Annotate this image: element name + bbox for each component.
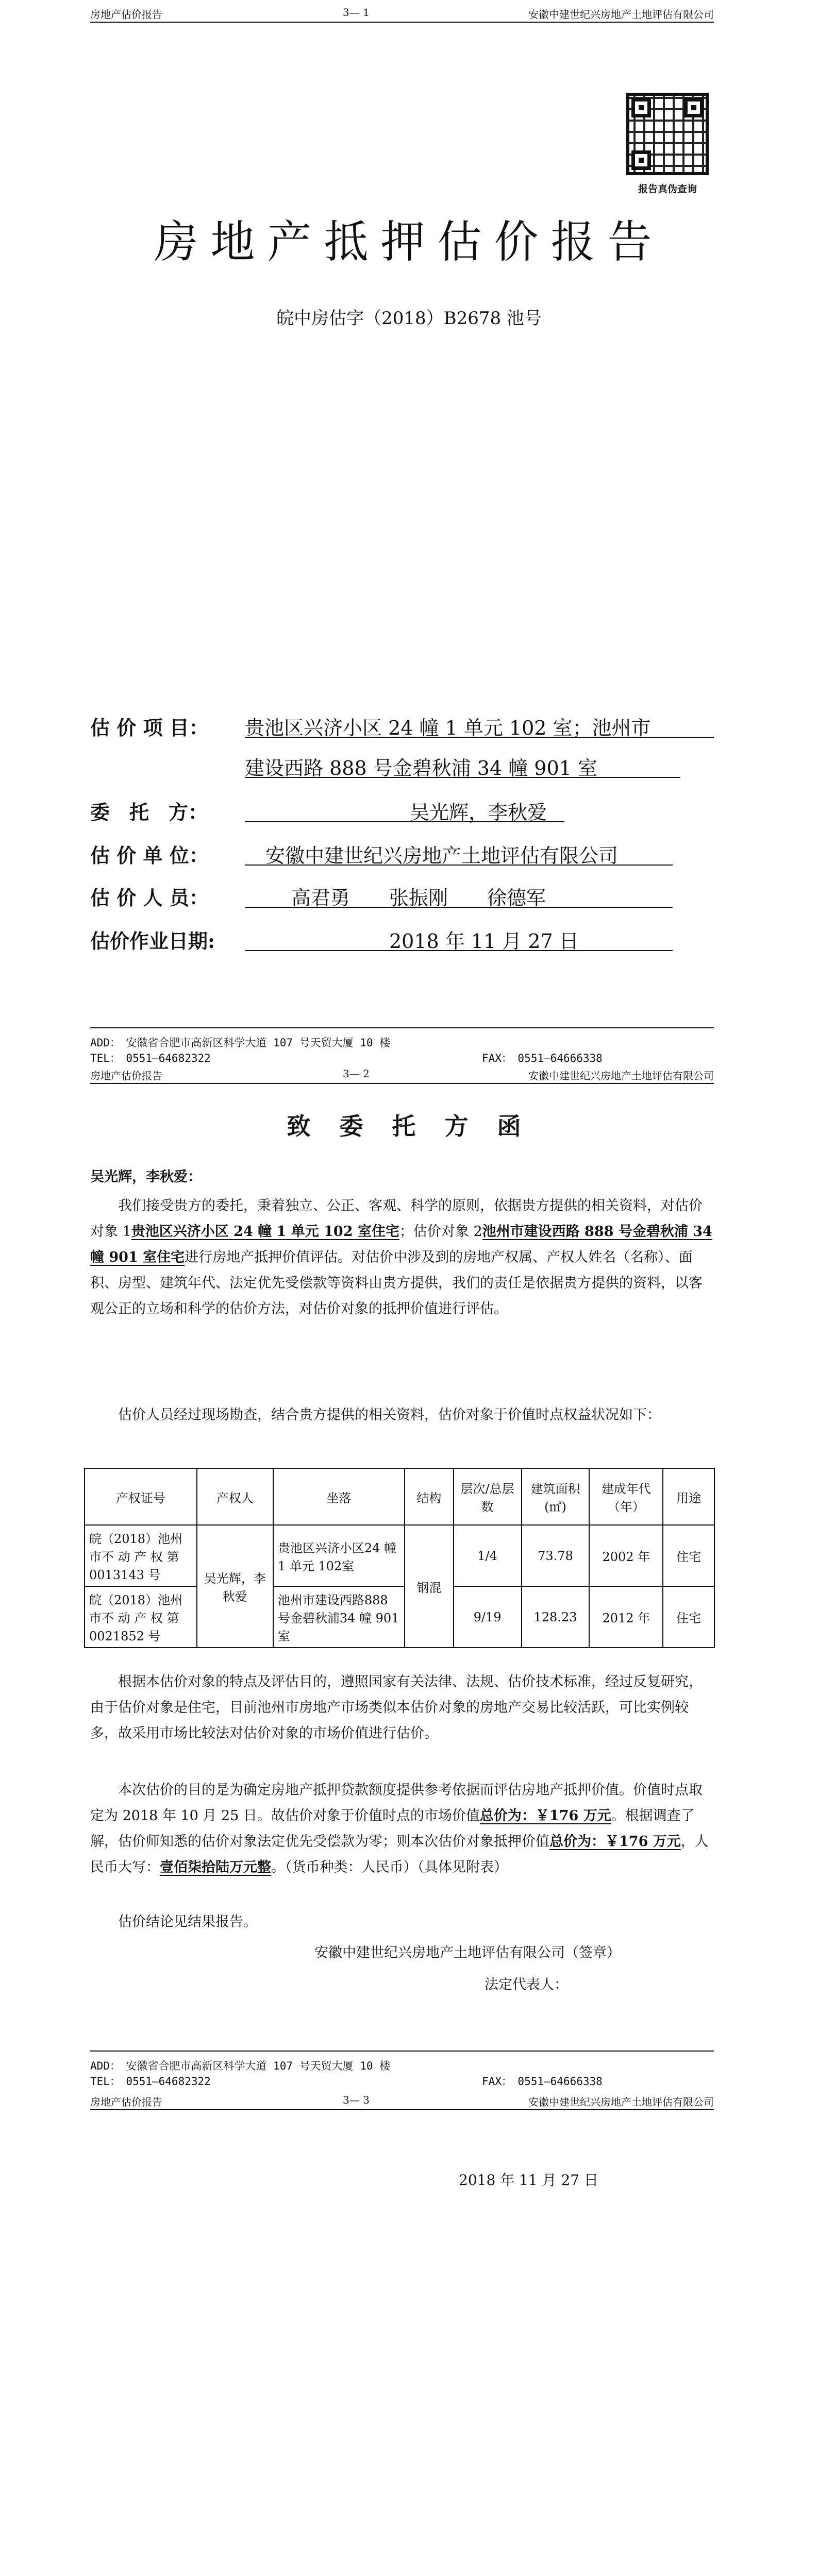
cover-value: 2018 年 11 月 27 日	[389, 930, 579, 953]
market-value: 总价为：￥176 万元	[479, 1808, 611, 1824]
footer-tel: TEL： 0551—64682322	[90, 2075, 211, 2088]
col-header: 坐落	[273, 1468, 405, 1525]
cell-owner: 吴光辉，李秋爱	[197, 1525, 273, 1648]
cover-value: 高君勇 张振刚 徐德军	[291, 887, 546, 909]
cover-value: 建设西路 888 号金碧秋浦 34 幢 901 室	[245, 757, 597, 779]
header-company: 安徽中建世纪兴房地产土地评估有限公司	[528, 1070, 714, 1082]
qr-finder-icon	[684, 98, 704, 117]
report-number: 皖中房估字（2018）B2678 池号	[276, 308, 542, 329]
cover-value: 贵池区兴济小区 24 幢 1 单元 102 室；池州市	[245, 717, 651, 739]
col-header: 产权人	[197, 1468, 273, 1525]
letter-paragraph-1: 我们接受贵方的委托，秉着独立、公正、客观、科学的原则，依据贵方提供的相关资料，对估价对象 1贵池区兴济小区 24 幢 1 单元 102 室住宅；估价对象 2池州市建设西路 888 号金碧秋浦 34 幢 901 室住宅进行房地产抵押价值评估。对估价中涉及到的房地产权属、产权人姓名（名称）、面积、房型、建筑年代、法定优先受偿款等资料由贵方提供，我们的责任是依据贵方提供的资料，以客观公正的立场和科学的估价方法，对估价对象的抵押价值进行评估。	[90, 1198, 712, 1317]
underline	[245, 907, 673, 908]
table-row	[85, 1525, 714, 1586]
cover-value: 吴光辉，李秋爱	[410, 801, 547, 824]
page-header	[90, 1061, 714, 1084]
header-left: 房地产估价报告	[90, 8, 162, 21]
footer-tel: TEL： 0551—64682322	[90, 1052, 211, 1064]
cover-label: 估 价 人 员：	[90, 886, 209, 909]
cell-year: 2012 年	[589, 1586, 663, 1648]
header-left: 房地产估价报告	[90, 1070, 162, 1082]
cover-row-project-2	[90, 752, 714, 778]
letter-paragraph-2: 估价人员经过现场勘查，结合贵方提供的相关资料，估价对象于价值时点权益状况如下：	[118, 1407, 661, 1423]
col-header: 用途	[663, 1468, 714, 1525]
header-page-number: 3— 2	[343, 1067, 370, 1080]
col-header: 建成年代（年）	[589, 1468, 663, 1525]
cell-use: 住宅	[663, 1586, 714, 1648]
footer-rule	[90, 1027, 714, 1028]
letter-title: 致 委 托 方 函	[287, 1112, 531, 1140]
footer-fax: FAX： 0551—64666338	[482, 1052, 603, 1064]
cover-label: 估 价 项 目：	[90, 716, 209, 739]
page-header	[90, 2088, 714, 2110]
header-company: 安徽中建世纪兴房地产土地评估有限公司	[528, 2096, 714, 2108]
footer-address: ADD： 安徽省合肥市高新区科学大道 107 号天贸大厦 10 楼	[90, 1037, 391, 1049]
letter-paragraph-5: 估价结论见结果报告。	[118, 1914, 257, 1930]
underline	[245, 950, 673, 951]
cover-row-appraisers	[90, 882, 714, 908]
footer-fax: FAX： 0551—64666338	[482, 2075, 603, 2088]
letter-paragraph-3: 根据本估价对象的特点及评估目的，遵照国家有关法律、法规、估价技术标准，经过反复研究，由于估价对象是住宅，目前池州市房地产市场类似本估价对象的房地产交易比较活跃，可比实例较多，故采用市场比较法对估价对象的市场价值进行估价。	[90, 1674, 703, 1741]
cell-cert: 皖（2018）池州市不 动 产 权 第0013143 号	[85, 1525, 197, 1586]
cover-label: 估 价 单 位：	[90, 844, 209, 867]
cell-location: 贵池区兴济小区24 幢 1 单元 102室	[273, 1525, 405, 1586]
mortgage-value: 总价为：￥176 万元	[549, 1834, 681, 1850]
col-header: 层次/总层数	[454, 1468, 522, 1525]
cell-area: 128.23	[522, 1586, 590, 1648]
col-header: 结构	[405, 1468, 453, 1525]
property-1: 贵池区兴济小区 24 幢 1 单元 102 室住宅	[131, 1224, 399, 1240]
cell-floor: 9/19	[454, 1586, 522, 1648]
footer-rule	[90, 2050, 714, 2052]
property-2: 池州市建设西路 888 号金碧秋浦 34 幢 901 室住宅	[90, 1224, 712, 1265]
underline	[245, 777, 680, 778]
cell-area: 73.78	[522, 1525, 590, 1586]
cover-row-client	[90, 796, 714, 822]
property-table	[84, 1468, 715, 1648]
cell-floor: 1/4	[454, 1525, 522, 1586]
table-row	[85, 1586, 714, 1648]
cover-row-firm	[90, 840, 714, 866]
qr-caption: 报告真伪查询	[638, 183, 697, 195]
cell-location: 池州市建设西路888 号金碧秋浦34 幢 901 室	[273, 1586, 405, 1648]
cover-label: 估价作业日期:	[90, 929, 215, 953]
qr-finder-icon	[631, 98, 651, 117]
header-page-number: 3— 3	[343, 2094, 370, 2106]
cover-value: 安徽中建世纪兴房地产土地评估有限公司	[265, 844, 619, 867]
cover-row-project	[90, 712, 714, 738]
footer-address: ADD： 安徽省合肥市高新区科学大道 107 号天贸大厦 10 楼	[90, 2060, 391, 2072]
col-header: 建筑面积(㎡)	[522, 1468, 590, 1525]
table-header-row	[85, 1468, 714, 1525]
cover-row-date	[90, 925, 714, 951]
qr-code[interactable]	[626, 93, 709, 175]
report-title: 房地产抵押估价报告	[154, 216, 664, 268]
cell-year: 2002 年	[589, 1525, 663, 1586]
col-header: 产权证号	[85, 1468, 197, 1525]
cover-label: 委 托 方：	[90, 801, 208, 824]
underline	[245, 865, 673, 866]
header-left: 房地产估价报告	[90, 2096, 162, 2108]
underline	[245, 821, 564, 822]
header-page-number: 3— 1	[343, 6, 370, 19]
company-signature: 安徽中建世纪兴房地产土地评估有限公司（签章）	[314, 1945, 621, 1961]
value-in-words: 壹佰柒拾陆万元整	[160, 1859, 271, 1875]
cell-structure: 钢混	[405, 1525, 453, 1648]
letter-date: 2018 年 11 月 27 日	[459, 2172, 599, 2189]
cell-cert: 皖（2018）池州市不 动 产 权 第0021852 号	[85, 1586, 197, 1648]
legal-representative: 法定代表人：	[485, 1977, 568, 1993]
page-header	[90, 0, 714, 23]
letter-salutation: 吴光辉，李秋爱：	[90, 1169, 202, 1185]
underline	[245, 737, 714, 738]
cell-use: 住宅	[663, 1525, 714, 1586]
header-company: 安徽中建世纪兴房地产土地评估有限公司	[528, 8, 714, 21]
letter-paragraph-4: 本次估价的目的是为确定房地产抵押贷款额度提供参考依据而评估房地产抵押价值。价值时点取定为 2018 年 10 月 25 日。故估价对象于价值时点的市场价值总价为：￥176 万元。根据调查了解，估价师知悉的估价对象法定优先受偿款为零；则本次估价对象抵押价值总价为：￥176 万元，人民币大写：壹佰柒拾陆万元整。（货币种类：人民币）（具体见附表）	[90, 1782, 709, 1875]
qr-finder-icon	[631, 150, 651, 170]
